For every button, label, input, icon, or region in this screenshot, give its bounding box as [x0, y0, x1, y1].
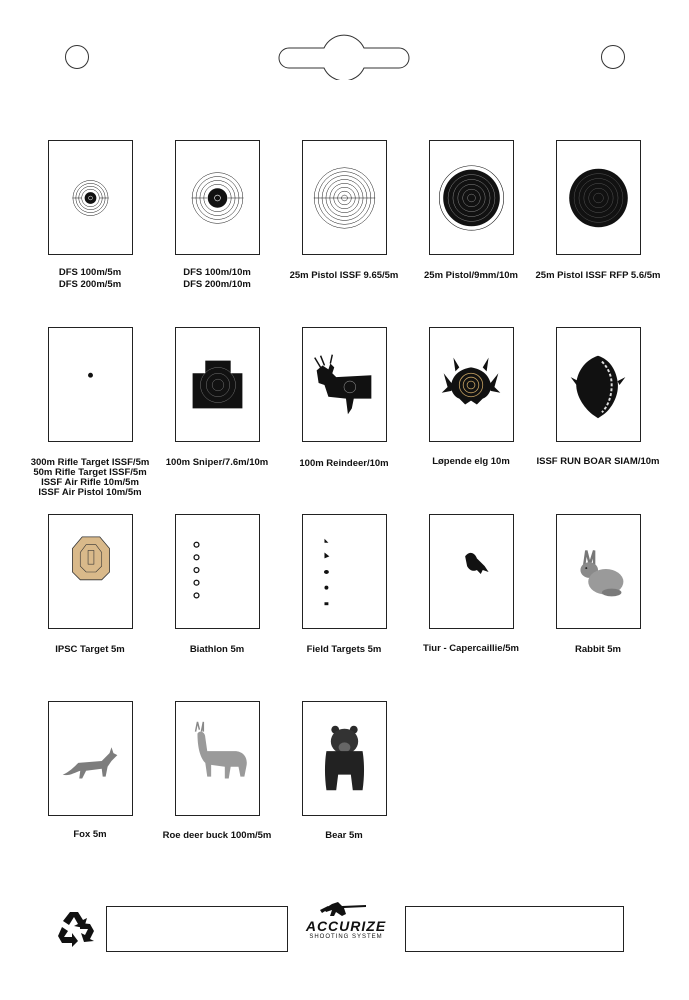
target-card-reindeer[interactable] [302, 327, 387, 442]
pistol-rfp-target-icon [557, 141, 640, 254]
capercaillie-target-icon [430, 515, 513, 628]
ipsc-target-icon [49, 515, 132, 628]
roe-deer-target-icon [176, 702, 259, 815]
hanger-slot [276, 32, 412, 80]
target-card-bear[interactable] [302, 701, 387, 816]
running-boar-target-icon [557, 328, 640, 441]
write-in-box-right[interactable] [405, 906, 624, 952]
target-card-rifle-300[interactable] [48, 327, 133, 442]
target-label: Biathlon 5m [189, 644, 245, 655]
target-label: DFS 100m/5m DFS 200m/5m [58, 267, 122, 290]
target-card-capercaillie[interactable] [429, 514, 514, 629]
target-card-rabbit[interactable] [556, 514, 641, 629]
brand-name: ACCURIZE [305, 918, 387, 934]
reindeer-target-icon [303, 328, 386, 441]
target-card-dfs-100-10[interactable] [175, 140, 260, 255]
brand-subtitle: SHOOTING SYSTEM [309, 934, 383, 940]
recycle-icon [56, 908, 98, 948]
write-in-box-left[interactable] [106, 906, 288, 952]
rabbit-target-icon [557, 515, 640, 628]
biathlon-target-icon [176, 515, 259, 628]
target-label: 25m Pistol/9mm/10m [424, 270, 518, 281]
target-label: 100m Sniper/7.6m/10m [165, 457, 269, 468]
target-card-elk[interactable] [429, 327, 514, 442]
target-label: DFS 100m/10m DFS 200m/10m [183, 267, 251, 290]
target-label: IPSC Target 5m [55, 644, 125, 655]
target-label: 25m Pistol ISSF 9.65/5m [289, 270, 399, 281]
hanging-hole-right [601, 45, 625, 69]
target-card-field[interactable] [302, 514, 387, 629]
target-card-pistol-9mm[interactable] [429, 140, 514, 255]
brand-logo [296, 900, 396, 940]
target-card-roe-deer[interactable] [175, 701, 260, 816]
pistol-issf-target-icon [303, 141, 386, 254]
target-card-sniper[interactable] [175, 327, 260, 442]
running-elk-target-icon [430, 328, 513, 441]
dfs-10m-target-icon [176, 141, 259, 254]
field-targets-icon [303, 515, 386, 628]
sniper-target-icon [176, 328, 259, 441]
target-card-biathlon[interactable] [175, 514, 260, 629]
target-label: Field Targets 5m [306, 644, 382, 655]
target-label: Rabbit 5m [575, 644, 621, 655]
bear-target-icon [303, 702, 386, 815]
target-card-fox[interactable] [48, 701, 133, 816]
target-card-ipsc[interactable] [48, 514, 133, 629]
target-label: ISSF RUN BOAR SIAM/10m [536, 456, 660, 467]
target-label: 25m Pistol ISSF RFP 5.6/5m [535, 270, 661, 281]
target-label: Tiur - Capercaillie/5m [423, 643, 519, 654]
target-label: Bear 5m [325, 830, 363, 841]
shooter-silhouette-icon [316, 900, 376, 918]
target-label: 300m Rifle Target ISSF/5m 50m Rifle Target ISSF/5m ISSF Air Rifle 10m/5m ISSF Air Pistol 10m/5m [30, 457, 150, 498]
target-label: 100m Reindeer/10m [299, 458, 389, 469]
target-label: Roe deer buck 100m/5m [162, 830, 272, 841]
target-card-boar[interactable] [556, 327, 641, 442]
pistol-9mm-target-icon [430, 141, 513, 254]
hanging-hole-left [65, 45, 89, 69]
target-label: Løpende elg 10m [432, 456, 510, 467]
target-label: Fox 5m [73, 829, 107, 840]
target-card-pistol-issf-965[interactable] [302, 140, 387, 255]
target-card-pistol-rfp[interactable] [556, 140, 641, 255]
fox-target-icon [49, 702, 132, 815]
rifle-dot-target-icon [49, 328, 132, 441]
dfs-5m-target-icon [49, 141, 132, 254]
target-card-dfs-100-5[interactable] [48, 140, 133, 255]
